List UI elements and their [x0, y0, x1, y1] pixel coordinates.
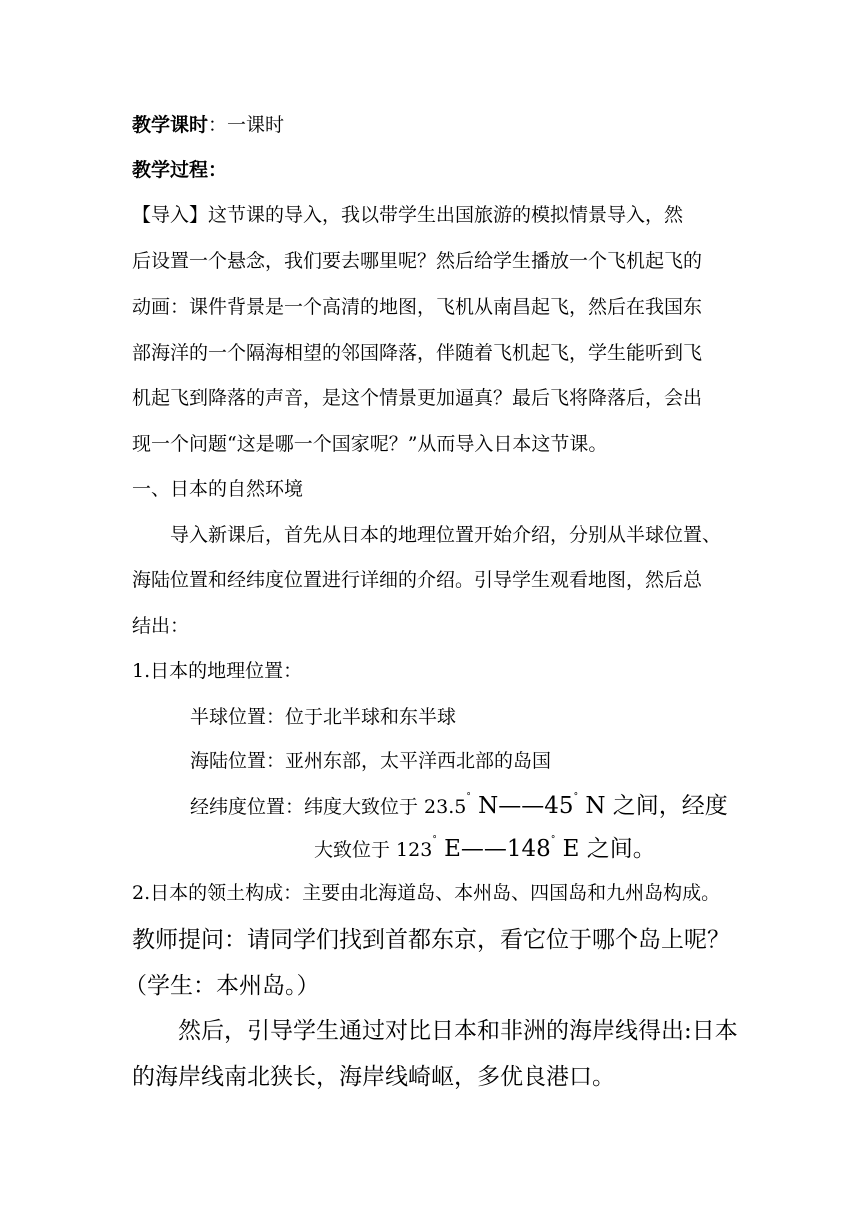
degree-sign: °: [432, 835, 437, 845]
teaching-hours-label: 教学课时: [132, 114, 209, 136]
lon-prefix: 大致位于 123: [314, 839, 433, 861]
coastline-line-2: 的海岸线南北狭长，海岸线崎岖，多优良港口。: [132, 1064, 615, 1090]
latlon-suffix: N 之间，经度: [578, 793, 728, 819]
student-answer: （学生：本州岛。）: [124, 973, 320, 999]
coastline-line-1: 然后，引导学生通过对比日本和非洲的海岸线得出:日本: [178, 1018, 738, 1044]
hemisphere-position: 半球位置：位于北半球和东半球: [190, 706, 457, 728]
section-heading-natural-environment: 一、日本的自然环境: [132, 478, 304, 500]
section1-para-line-3: 结出：: [132, 615, 190, 637]
section1-para-line-1: 导入新课后，首先从日本的地理位置开始介绍，分别从半球位置、: [170, 524, 722, 546]
geo-location-title: 1.日本的地理位置：: [132, 660, 303, 682]
teaching-hours-value: ：一课时: [208, 114, 285, 136]
sea-land-position: 海陆位置：亚州东部，太平洋西北部的岛国: [190, 750, 552, 772]
lon-mid: E——148: [436, 836, 551, 862]
longitude-line: [314, 835, 656, 862]
intro-line-6: 现一个问题“这是哪一个国家呢？”从而导入日本这节课。: [132, 433, 608, 455]
intro-line-2: 后设置一个悬念，我们要去哪里呢？然后给学生播放一个飞机起飞的: [132, 250, 703, 272]
degree-sign: °: [466, 792, 471, 802]
degree-sign: °: [550, 835, 556, 845]
teaching-hours-line: [132, 116, 284, 135]
lon-suffix: E 之间。: [555, 836, 656, 862]
intro-line-3: 动画：课件背景是一个高清的地图，飞机从南昌起飞，然后在我国东: [132, 296, 703, 318]
latlon-mid: N——45: [470, 793, 574, 819]
teaching-process-heading: 教学过程：: [132, 159, 228, 181]
intro-line-4: 部海洋的一个隔海相望的邻国降落，伴随着飞机起飞，学生能听到飞: [132, 342, 703, 364]
latlon-prefix: 经纬度位置：纬度大致位于 23.5: [190, 796, 467, 818]
section1-para-line-2: 海陆位置和经纬度位置进行详细的介绍。引导学生观看地图，然后总: [132, 569, 703, 591]
latlon-position-line: [190, 792, 728, 819]
teacher-question: 教师提问：请同学们找到首都东京，看它位于哪个岛上呢？: [132, 927, 730, 953]
territory-composition: 2.日本的领土构成：主要由北海道岛、本州岛、四国岛和九州岛构成。: [132, 882, 721, 904]
degree-sign: °: [573, 792, 579, 802]
intro-line-5: 机起飞到降落的声音，是这个情景更加逼真？最后飞将降落后，会出: [132, 387, 703, 409]
intro-line-1: 【导入】这节课的导入，我以带学生出国旅游的模拟情景导入，然: [132, 204, 684, 226]
